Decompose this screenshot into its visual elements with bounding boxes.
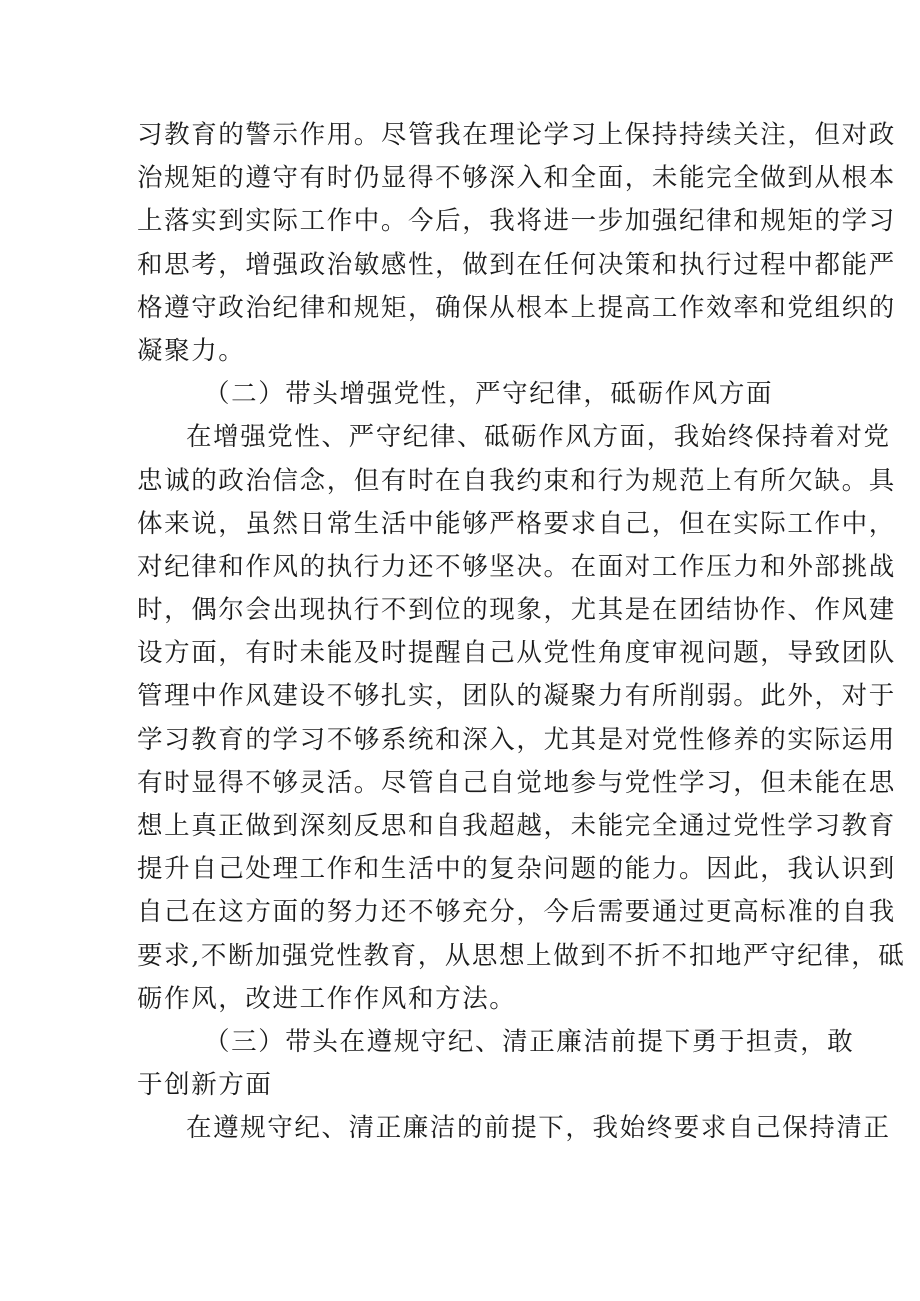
paragraph-line: 治规矩的遵守有时仍显得不够深入和全面，未能完全做到从根本: [137, 163, 896, 194]
paragraph-line: 学习教育的学习不够系统和深入，尤其是对党性修养的实际运用: [137, 724, 896, 755]
paragraph-line: 习教育的警示作用。尽管我在理论学习上保持持续关注，但对政: [137, 120, 896, 150]
paragraph-line: 对纪律和作风的执行力还不够坚决。在面对工作压力和外部挑战: [137, 551, 896, 582]
paragraph-line: 忠诚的政治信念，但有时在自我约束和行为规范上有所欠缺。具: [137, 465, 896, 496]
paragraph-line: 上落实到实际工作中。今后，我将进一步加强纪律和规矩的学习: [137, 206, 896, 237]
paragraph-line: 砺作风，改进工作作风和方法。: [137, 983, 517, 1014]
document-body: [137, 114, 906, 1151]
paragraph-line: 有时显得不够灵活。尽管自己自觉地参与党性学习，但未能在思: [137, 767, 896, 798]
paragraph-line: 在遵规守纪、清正廉洁的前提下，我始终要求自己保持清正: [186, 1113, 891, 1144]
paragraph-line: 设方面，有时未能及时提醒自己从党性角度审视问题，导致团队: [137, 638, 896, 669]
paragraph-line: 自己在这方面的努力还不够充分，今后需要通过更高标准的自我: [137, 897, 896, 928]
paragraph-line: 提升自己处理工作和生活中的复杂问题的能力。因此，我认识到: [137, 854, 896, 885]
paragraph-line: 和思考，增强政治敏感性，做到在任何决策和执行过程中都能严: [137, 249, 896, 280]
paragraph-line: 想上真正做到深刻反思和自我超越，未能完全通过党性学习教育: [137, 811, 896, 841]
paragraph-line: 在增强党性、严守纪律、砥砺作风方面，我始终保持着对党: [186, 422, 891, 453]
section-heading-3-continued: 于创新方面: [137, 1070, 273, 1101]
section-heading-3: （三）带头在遵规守纪、清正廉洁前提下勇于担责，敢: [204, 1026, 855, 1057]
paragraph-line: 管理中作风建设不够扎实，团队的凝聚力有所削弱。此外，对于: [137, 681, 896, 712]
section-heading-2: （二）带头增强党性，严守纪律，砥砺作风方面: [204, 379, 774, 410]
paragraph-line: 格遵守政治纪律和规矩，确保从根本上提高工作效率和党组织的: [137, 292, 896, 323]
paragraph-line: 体来说，虽然日常生活中能够严格要求自己，但在实际工作中，: [137, 508, 896, 539]
paragraph-line: 要求,不断加强党性教育，从思想上做到不折不扣地严守纪律，砥: [137, 940, 906, 971]
paragraph-line: 时，偶尔会出现执行不到位的现象，尤其是在团结协作、作风建: [137, 595, 896, 626]
paragraph-line: 凝聚力。: [137, 335, 246, 366]
